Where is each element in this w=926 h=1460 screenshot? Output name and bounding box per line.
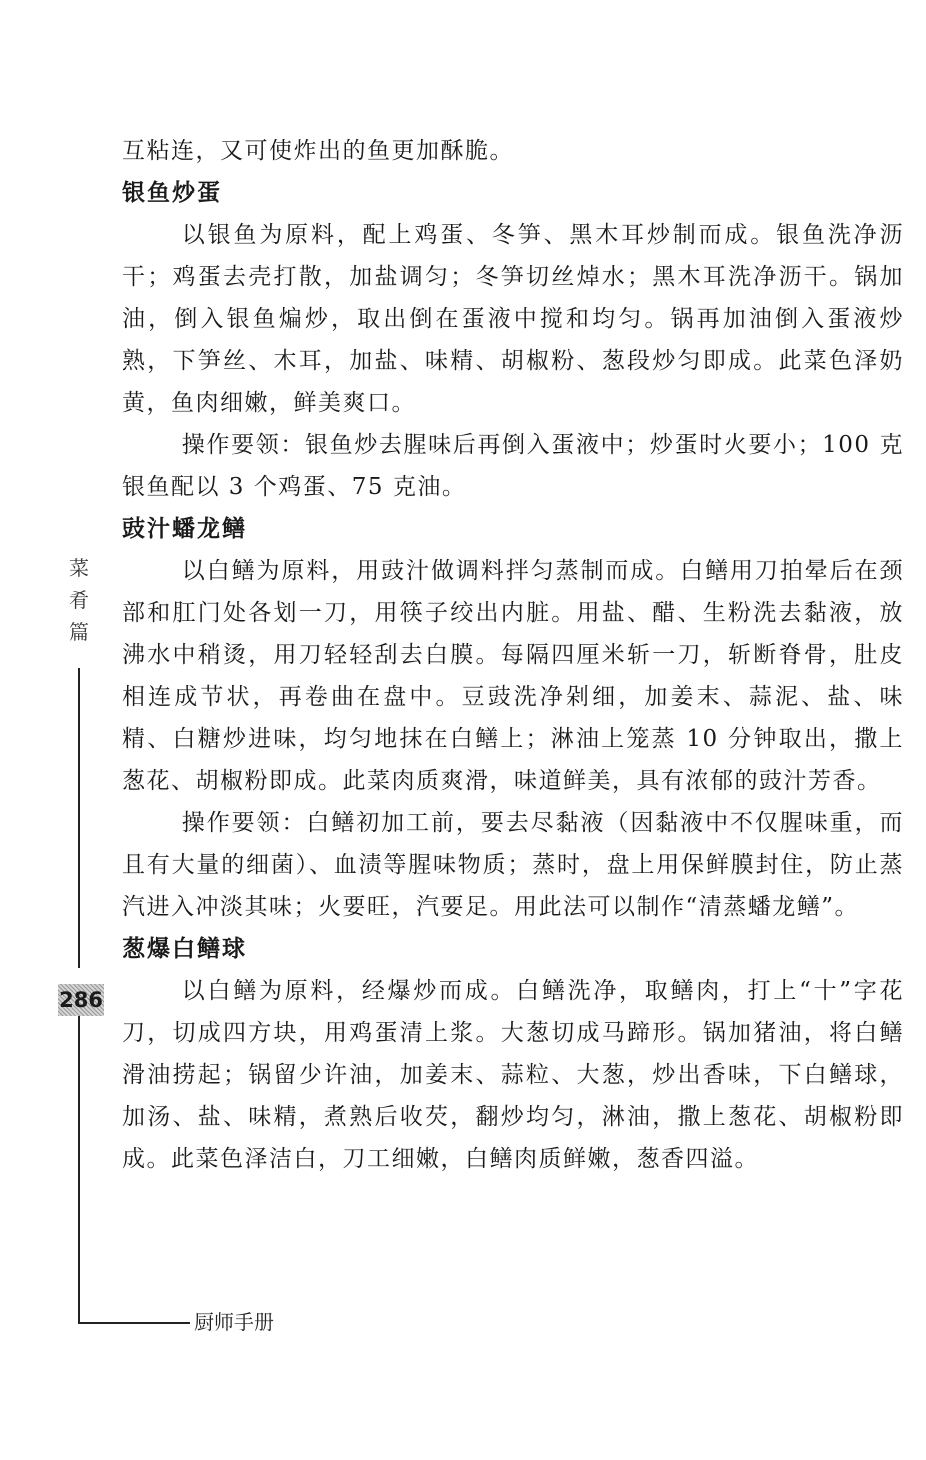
margin-rule-bottom [78,1016,80,1324]
side-label-char: 肴 [69,588,89,612]
page-body [122,130,904,1180]
page-number: 286 [58,984,104,1016]
recipe-tips-paragraph: 操作要领：白鳝初加工前，要去尽黏液（因黏液中不仅腥味重，而且有大量的细菌）、血渍等腥味物质；蒸时，盘上用保鲜膜封住，防止蒸汽进入冲淡其味；火要旺，汽要足。用此法可以制作“清蒸蟠龙鳝”。 [122,810,904,920]
recipe-heading: 银鱼炒蛋 [122,180,222,206]
side-label-char: 篇 [69,620,89,644]
footer-rule [78,1322,190,1324]
side-label-char: 菜 [69,556,89,580]
margin-rule-top [78,668,80,968]
section-side-label [66,552,92,648]
recipe-paragraph: 以白鳝为原料，经爆炒而成。白鳝洗净，取鳝肉，打上“十”字花刀，切成四方块，用鸡蛋清上浆。大葱切成马蹄形。锅加猪油，将白鳝滑油捞起；锅留少许油，加姜末、蒜粒、大葱，炒出香味，下白鳝球，加汤、盐、味精，煮熟后收芡，翻炒均匀，淋油，撒上葱花、胡椒粉即成。此菜色泽洁白，刀工细嫩，白鳝肉质鲜嫩，葱香四溢。 [122,978,904,1172]
recipe-heading: 豉汁蟠龙鳝 [122,516,247,542]
recipe-heading: 葱爆白鳝球 [122,936,247,962]
recipe-tips-paragraph: 操作要领：银鱼炒去腥味后再倒入蛋液中；炒蛋时火要小；100 克银鱼配以 3 个鸡蛋、75 克油。 [122,432,904,500]
footer-title: 厨师手册 [194,1310,274,1334]
recipe-paragraph: 以银鱼为原料，配上鸡蛋、冬笋、黑木耳炒制而成。银鱼洗净沥干；鸡蛋去壳打散，加盐调匀；冬笋切丝焯水；黑木耳洗净沥干。锅加油，倒入银鱼煸炒，取出倒在蛋液中搅和均匀。锅再加油倒入蛋液炒熟，下笋丝、木耳，加盐、味精、胡椒粉、葱段炒匀即成。此菜色泽奶黄，鱼肉细嫩，鲜美爽口。 [122,222,904,416]
paragraph-continuation: 互粘连，又可使炸出的鱼更加酥脆。 [122,138,514,164]
recipe-paragraph: 以白鳝为原料，用豉汁做调料拌匀蒸制而成。白鳝用刀拍晕后在颈部和肛门处各划一刀，用筷子绞出内脏。用盐、醋、生粉洗去黏液，放沸水中稍烫，用刀轻轻刮去白膜。每隔四厘米斩一刀，斩断脊骨，肚皮相连成节状，再卷曲在盘中。豆豉洗净剁细，加姜末、蒜泥、盐、味精、白糖炒进味，均匀地抹在白鳝上；淋油上笼蒸 10 分钟取出，撒上葱花、胡椒粉即成。此菜肉质爽滑，味道鲜美，具有浓郁的豉汁芳香。 [122,558,904,794]
